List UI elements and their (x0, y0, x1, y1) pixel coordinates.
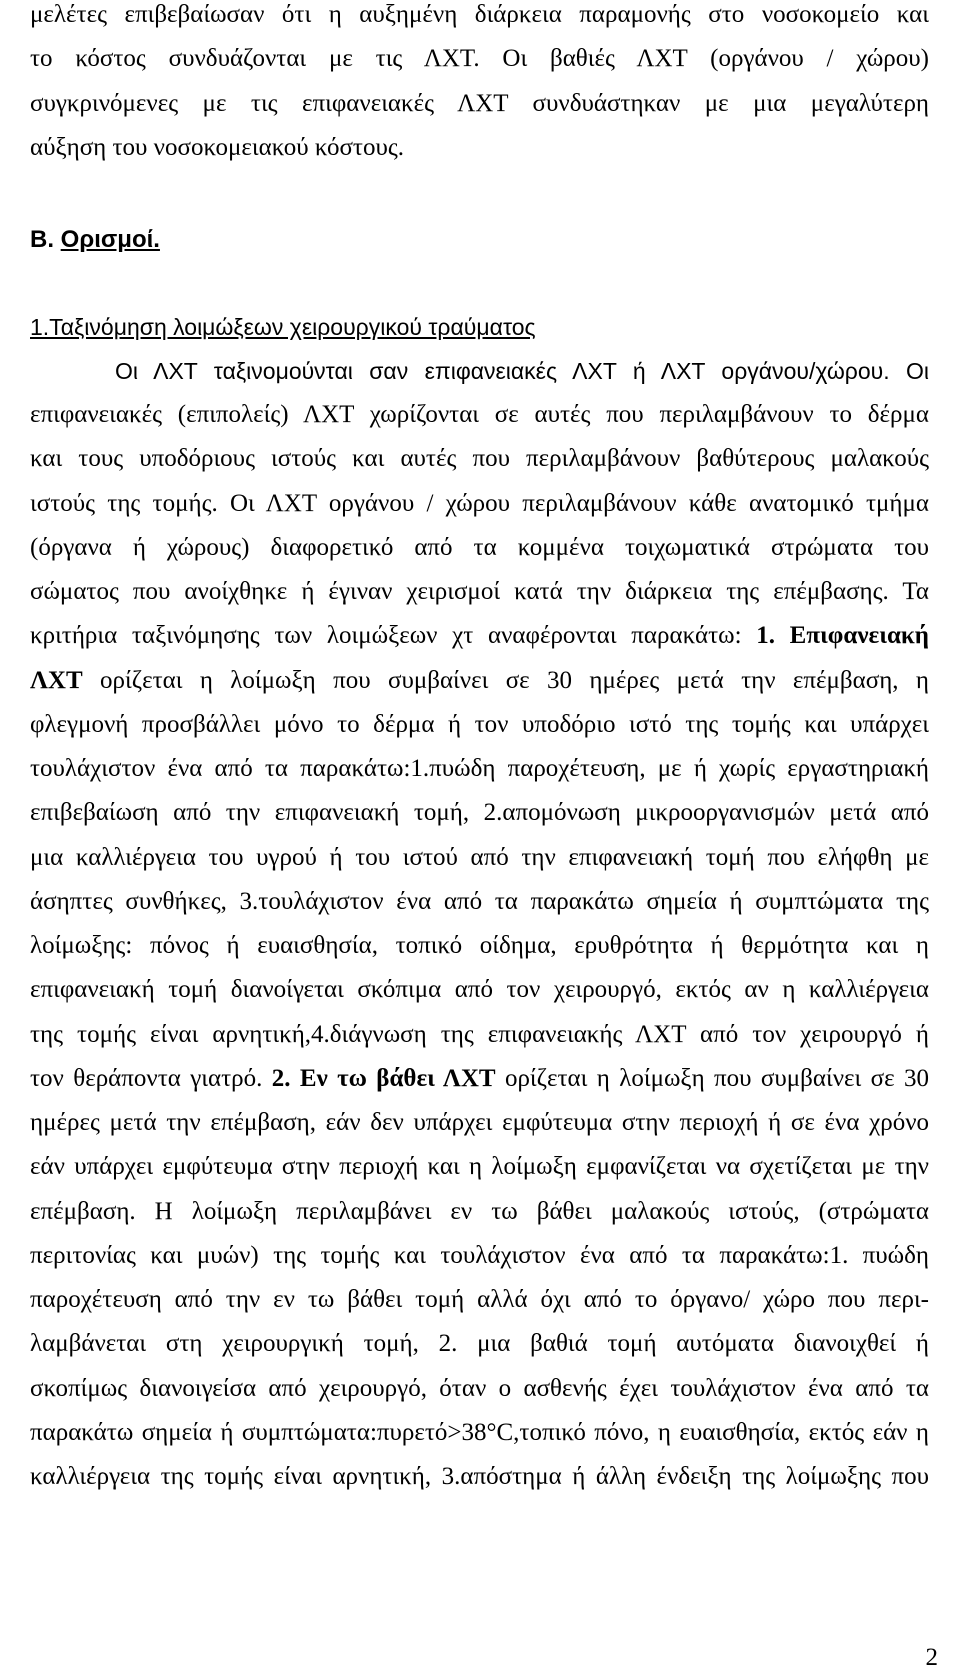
section-title: Ορισμοί. (60, 226, 160, 253)
text-line: επιφανειακές (επιπολείς) ΛΧΤ χωρίζονται σε αυτές που περιλαμβάνουν το δέρμα (30, 401, 929, 428)
text-line (30, 666, 929, 696)
text-line: εάν υπάρχει εμφύτευμα στην περιοχή και η λοίμωξη εμφανίζεται να σχετίζεται με την (30, 1153, 929, 1180)
text-line: επιφανειακή τομή διανοίγεται σκόπιμα από τον χειρουργό, εκτός αν η καλλιέργεια (30, 976, 929, 1003)
text-line: λαμβάνεται στη χειρουργική τομή, 2. μια βαθιά τομή αυτόματα διανοιχθεί ή (30, 1330, 929, 1357)
paragraph-first-line (115, 356, 929, 386)
term-bold: ΛΧΤ (30, 667, 83, 694)
text-line (30, 621, 929, 651)
text-line: και τους υποδόριους ιστούς και αυτές που περιλαμβάνουν βαθύτερους μαλακούς (30, 445, 929, 472)
page-number: 2 (925, 1644, 938, 1671)
text-line: συγκρινόμενες με τις επιφανειακές ΛΧΤ συνδυάστηκαν με μια μεγαλύτερη (30, 90, 929, 117)
text-line: καλλιέργεια της τομής είναι αρνητική, 3.απόστημα ή άλλη ένδειξη της λοίμωξης που (30, 1463, 929, 1490)
text-line: μια καλλιέργεια του υγρού ή του ιστού από την επιφανειακή τομή που ελήφθη με (30, 844, 929, 871)
text-line: μελέτες επιβεβαίωσαν ότι η αυξημένη διάρκεια παραμονής στο νοσοκομείο και (30, 1, 929, 28)
text-line: της τομής είναι αρνητική,4.διάγνωση της επιφανειακής ΛΧΤ από τον χειρουργό ή (30, 1021, 929, 1048)
text-span: ορίζεται η λοίμωξη που συμβαίνει σε 30 ημέρες μετά την επέμβαση, η (82, 667, 929, 694)
text-line: αύξηση του νοσοκομειακού κόστους. (30, 134, 404, 161)
term-bold: 1. Επιφανειακή (756, 622, 929, 649)
text-span: τον θεράποντα γιατρό. (30, 1065, 272, 1092)
subsection-heading: 1.Ταξινόμηση λοιμώξεων χειρουργικού τραύματος (30, 314, 536, 340)
term-bold: 2. Εν τω βάθει ΛΧΤ (271, 1065, 496, 1092)
text-line: σώματος που ανοίχθηκε ή έγιναν χειρισμοί κατά την διάρκεια της επέμβασης. Τα (30, 578, 929, 605)
text-line: άσηπτες συνθήκες, 3.τουλάχιστον ένα από τα παρακάτω σημεία ή συμπτώματα της (30, 888, 929, 915)
section-number: B. (30, 226, 54, 253)
text-span: κριτήρια ταξινόμησης των λοιμώξεων χτ αναφέρονται παρακάτω: (30, 622, 757, 649)
text-span: Οι (889, 358, 929, 384)
text-line: ημέρες μετά την επέμβαση, εάν δεν υπάρχει εμφύτευμα στην περιοχή ή σε ένα χρόνο (30, 1109, 929, 1136)
text-line: ιστούς της τομής. Οι ΛΧΤ οργάνου / χώρου περιλαμβάνουν κάθε ανατομικό τμήμα (30, 490, 929, 517)
text-line: το κόστος συνδυάζονται με τις ΛΧΤ. Οι βαθιές ΛΧΤ (οργάνου / χώρου) (30, 45, 929, 72)
section-heading (30, 225, 929, 255)
text-line: επέμβαση. Η λοίμωξη περιλαμβάνει εν τω βάθει μαλακούς ιστούς, (στρώματα (30, 1198, 929, 1225)
text-line: περιτονίας και μυών) της τομής και τουλάχιστον ένα από τα παρακάτω:1. πυώδη (30, 1242, 929, 1269)
text-line: επιβεβαίωση από την επιφανειακή τομή, 2.απομόνωση μικροοργανισμών μετά από (30, 799, 929, 826)
text-line: σκοπίμως διανοιγείσα από χειρουργό, όταν ο ασθενής έχει τουλάχιστον ένα από τα (30, 1375, 929, 1402)
text-line: παρακάτω σημεία ή συμπτώματα:πυρετό>38°C,τοπικό πόνο, η ευαισθησία, εκτός εάν η (30, 1419, 929, 1446)
text-line: τουλάχιστον ένα από τα παρακάτω:1.πυώδη παροχέτευση, με ή χωρίς εργαστηριακή (30, 755, 929, 782)
text-line: φλεγμονή προσβάλλει μόνο το δέρμα ή τον υποδόριο ιστό της τομής και υπάρχει (30, 711, 929, 738)
text-line: παροχέτευση από την εν τω βάθει τομή αλλά όχι από το όργανο/ χώρο που περι- (30, 1286, 929, 1313)
text-span: ορίζεται η λοίμωξη που συμβαίνει σε 30 (495, 1065, 929, 1092)
text-span: Οι ΛΧΤ ταξινομούνται σαν επιφανειακές ΛΧΤ ή ΛΧΤ οργάνου/χώρου. (115, 358, 890, 384)
text-line: (όργανα ή χώρους) διαφορετικό από τα κομμένα τοιχωματικά στρώματα του (30, 534, 929, 561)
text-line: λοίμωξης: πόνος ή ευαισθησία, τοπικό οίδημα, ερυθρότητα ή θερμότητα και η (30, 932, 929, 959)
text-line (30, 1064, 929, 1094)
